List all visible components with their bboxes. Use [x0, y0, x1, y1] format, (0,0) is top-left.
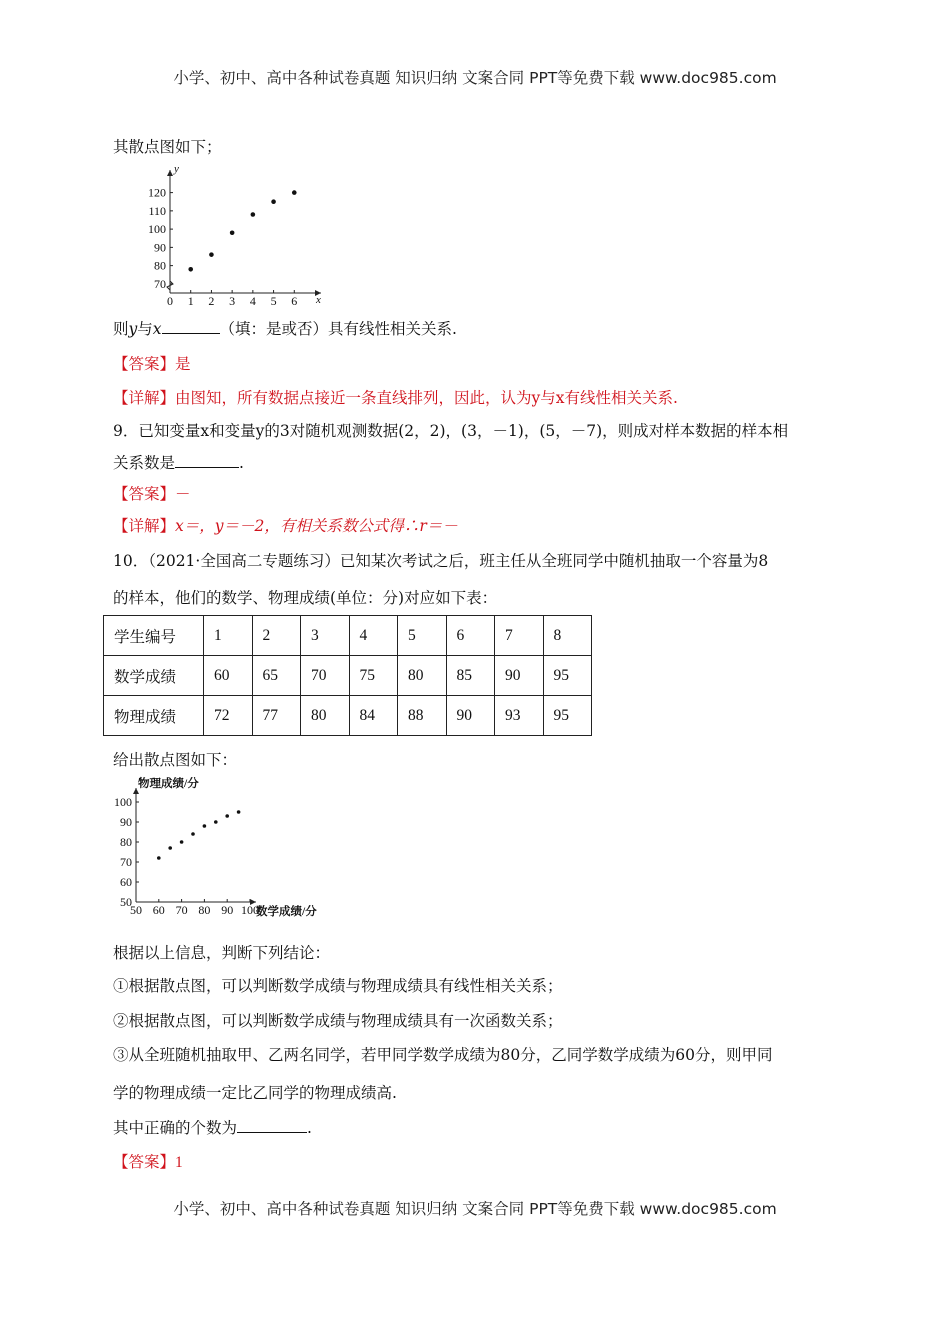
x-tick-label: 70	[175, 903, 188, 917]
table-cell: 77	[252, 696, 301, 736]
q10-line1: 10．（2021·全国高二专题练习）已知某次考试之后，班主任从全班同学中随机抽取一个容量为8	[113, 552, 769, 570]
x-tick-label: 2	[208, 294, 215, 308]
scores-table	[103, 615, 592, 736]
q10-scatter-intro: 给出散点图如下：	[113, 751, 238, 769]
scatter-chart-2	[108, 772, 348, 920]
answer-value: 是	[175, 355, 191, 373]
q9-line2-a: 关系数是	[113, 454, 176, 472]
table-cell: 2	[252, 616, 301, 656]
data-point	[168, 846, 172, 850]
table-row-label: 学生编号	[104, 616, 204, 656]
x-axis-label: 数学成绩/分	[256, 906, 317, 918]
table-cell: 80	[398, 656, 447, 696]
page-header: 小学、初中、高中各种试卷真题 知识归纳 文案合同 PPT等免费下载 www.doc985.com	[173, 69, 777, 87]
q10-count	[113, 1116, 312, 1138]
detail-text: x＝，y＝－2，有相关系数公式得∴r＝－	[175, 517, 458, 535]
q8-prompt-mid: 与	[137, 320, 153, 338]
y-axis-label: y	[174, 163, 179, 175]
table-cell: 5	[398, 616, 447, 656]
scatter-chart-1	[140, 158, 340, 308]
detail-text: 由图知，所有数据点接近一条直线排列，因此，认为y与x有线性相关关系.	[175, 389, 678, 407]
data-point	[188, 267, 193, 272]
data-point	[251, 212, 256, 217]
data-point	[203, 824, 207, 828]
x-tick-label: 60	[152, 903, 165, 917]
x-axis-label: x	[316, 294, 321, 306]
x-tick-label: 3	[229, 294, 236, 308]
table-cell: 72	[204, 696, 253, 736]
q9-answer	[113, 482, 191, 504]
table-row	[104, 656, 592, 696]
table-row	[104, 616, 592, 656]
q10-count-a: 其中正确的个数为	[113, 1119, 238, 1137]
x-tick-label: 90	[221, 903, 234, 917]
table-cell: 93	[495, 696, 544, 736]
table-cell: 95	[543, 696, 592, 736]
data-point	[209, 252, 214, 257]
table-cell: 8	[543, 616, 592, 656]
answer-label: 【答案】	[113, 1153, 176, 1171]
q8-prompt	[113, 317, 457, 339]
q8-detail	[113, 386, 678, 408]
q8-prompt-b: （填：是或否）具有线性相关关系.	[219, 320, 457, 338]
y-tick-label: 80	[154, 258, 166, 273]
table-cell: 90	[495, 656, 544, 696]
answer-value: 1	[175, 1154, 183, 1171]
q8-intro: 其散点图如下；	[113, 138, 222, 156]
data-point	[180, 840, 184, 844]
data-point	[237, 810, 241, 814]
q10-statement-3b: 学的物理成绩一定比乙同学的物理成绩高.	[113, 1084, 397, 1102]
y-axis-arrow	[167, 170, 173, 176]
table-cell: 95	[543, 656, 592, 696]
detail-label: 【详解】	[113, 389, 176, 407]
table-cell: 4	[349, 616, 398, 656]
y-tick-label: 70	[120, 855, 132, 869]
y-tick-label: 110	[148, 203, 166, 218]
page-footer: 小学、初中、高中各种试卷真题 知识归纳 文案合同 PPT等免费下载 www.doc985.com	[173, 1200, 777, 1218]
table-cell: 75	[349, 656, 398, 696]
y-axis-label: 物理成绩/分	[138, 778, 199, 790]
x-tick-label: 0	[167, 294, 173, 308]
table-cell: 70	[301, 656, 350, 696]
q10-line2: 的样本，他们的数学、物理成绩(单位：分)对应如下表：	[113, 589, 498, 607]
table-row-label: 物理成绩	[104, 696, 204, 736]
q9-detail	[113, 514, 458, 536]
data-point	[157, 856, 161, 860]
q8-prompt-y: y	[128, 320, 138, 338]
data-point	[271, 199, 276, 204]
x-tick-label: 50	[130, 903, 142, 917]
x-tick-label: 100	[241, 903, 259, 917]
table-cell: 90	[446, 696, 495, 736]
answer-label: 【答案】	[113, 485, 176, 503]
table-cell: 7	[495, 616, 544, 656]
answer-label: 【答案】	[113, 355, 176, 373]
x-tick-label: 5	[270, 294, 277, 308]
x-tick-label: 1	[187, 294, 194, 308]
q9-line2	[113, 451, 244, 473]
x-tick-label: 4	[249, 294, 256, 308]
q9-line2-b: .	[239, 454, 244, 472]
data-point	[214, 820, 218, 824]
answer-blank[interactable]	[237, 1118, 307, 1133]
table-cell: 88	[398, 696, 447, 736]
table-cell: 80	[301, 696, 350, 736]
q10-statement-2: ②根据散点图，可以判断数学成绩与物理成绩具有一次函数关系；	[113, 1012, 563, 1030]
data-point	[225, 814, 229, 818]
y-tick-label: 70	[154, 276, 166, 291]
y-tick-label: 90	[120, 815, 132, 829]
table-cell: 60	[204, 656, 253, 696]
y-tick-label: 50	[120, 895, 132, 909]
table-cell: 3	[301, 616, 350, 656]
data-point	[191, 832, 195, 836]
q10-answer	[113, 1150, 183, 1172]
data-point	[230, 230, 235, 235]
y-tick-label: 120	[148, 185, 166, 200]
q10-statement-3: ③从全班随机抽取甲、乙两名同学，若甲同学数学成绩为80分，乙同学数学成绩为60分，则甲同	[113, 1046, 773, 1064]
table-row-label: 数学成绩	[104, 656, 204, 696]
table-cell: 65	[252, 656, 301, 696]
y-tick-label: 100	[114, 795, 132, 809]
x-tick-label: 80	[198, 903, 211, 917]
y-tick-label: 60	[120, 875, 132, 889]
q8-prompt-x: x	[152, 320, 162, 338]
answer-blank[interactable]	[162, 319, 220, 334]
x-tick-label: 6	[291, 294, 298, 308]
table-cell: 85	[446, 656, 495, 696]
table-cell: 84	[349, 696, 398, 736]
answer-value: －	[175, 485, 191, 503]
table-row	[104, 696, 592, 736]
y-tick-label: 90	[154, 240, 166, 255]
y-tick-label: 100	[148, 222, 166, 237]
q8-prompt-a: 则	[113, 320, 129, 338]
table-cell: 6	[446, 616, 495, 656]
table-cell: 1	[204, 616, 253, 656]
detail-label: 【详解】	[113, 517, 176, 535]
q10-count-b: .	[307, 1119, 312, 1137]
q8-answer	[113, 352, 191, 374]
q10-statement-1: ①根据散点图，可以判断数学成绩与物理成绩具有线性相关关系；	[113, 977, 563, 995]
data-point	[292, 190, 297, 195]
q10-info: 根据以上信息，判断下列结论：	[113, 944, 331, 962]
q9-line1: 9．已知变量x和变量y的3对随机观测数据(2，2)，(3，－1)，(5，－7)，则成对样本数据的样本相	[113, 422, 789, 440]
y-tick-label: 80	[120, 835, 132, 849]
answer-blank[interactable]	[175, 453, 239, 468]
